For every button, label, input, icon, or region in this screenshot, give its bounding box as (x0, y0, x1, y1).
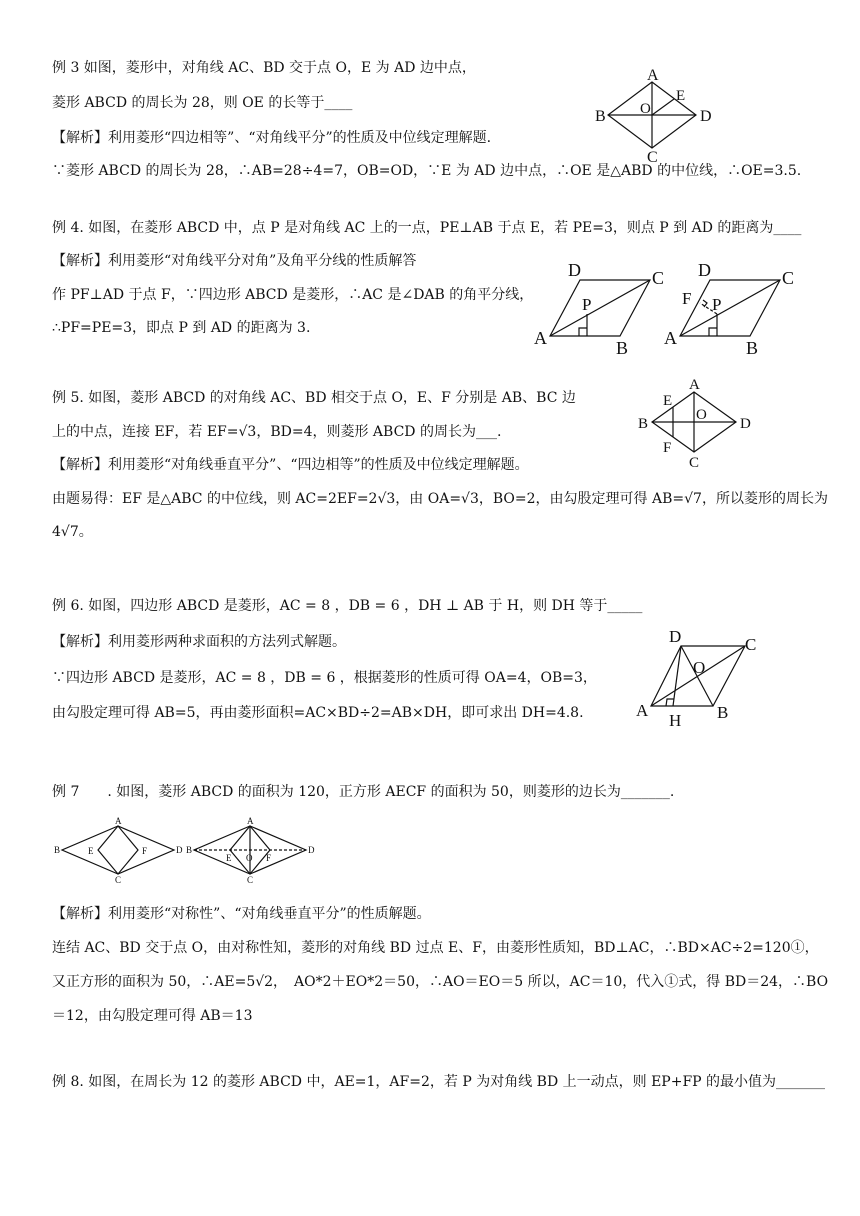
ex6-label-a: A (636, 701, 649, 720)
ex6-label-d: D (669, 627, 682, 646)
ex4-f1-label-c: C (652, 268, 665, 288)
ex3-line-2: 菱形 ABCD 的周长为 28，则 OE 的长等于____ (52, 95, 353, 111)
ex3-label-d: D (700, 108, 712, 125)
ex4-f1-label-d: D (568, 260, 581, 280)
ex4-f1-label-a: A (534, 328, 547, 348)
ex7-f1-label-f: F (142, 846, 148, 856)
ex3-label-b: B (595, 108, 606, 125)
ex5-label-b: B (638, 416, 649, 432)
ex7-f1-label-d: D (176, 845, 183, 855)
ex4-f2-label-c: C (782, 268, 795, 288)
ex3-label-e: E (676, 88, 686, 104)
ex3-solution: ∵菱形 ABCD 的周长为 28，∴AB=28÷4=7，OB=OD，∵E 为 AD 边中点，∴OE 是△ABD 的中位线，∴OE=3.5. (52, 163, 802, 179)
ex6-label-b: B (717, 703, 729, 722)
ex4-analysis: 【解析】利用菱形“对角线平分对角”及角平分线的性质解答 (52, 253, 417, 269)
ex7-analysis: 【解析】利用菱形“对称性”、“对角线垂直平分”的性质解题。 (52, 906, 431, 922)
ex6-line-1: 例 6. 如图，四边形 ABCD 是菱形，AC = 8 ，DB = 6 ，DH ⊥ AB 于 H，则 DH 等于_____ (52, 598, 643, 614)
ex7-f2-label-b: B (186, 845, 193, 855)
ex7-f2-label-d: D (308, 845, 315, 855)
ex7-f1-label-c: C (115, 875, 122, 885)
ex6-rhombus-figure (633, 626, 768, 736)
ex4-f1-label-b: B (616, 338, 629, 358)
ex7-f2-label-e: E (226, 853, 232, 863)
ex3-label-o: O (640, 101, 651, 117)
ex7-f1-label-b: B (54, 845, 61, 855)
ex4-f1-label-p: P (582, 295, 592, 314)
ex7-figure-1 (52, 816, 187, 886)
ex7-line-1: 例 7 . 如图，菱形 ABCD 的面积为 120，正方形 AECF 的面积为 50，则菱形的边长为_______. (52, 784, 675, 800)
ex7-solution-1: 连结 AC、BD 交于点 O，由对称性知，菱形的对角线 BD 过点 E、F，由菱形性质知，BD⊥AC，∴BD×AC÷2=120①， (52, 940, 819, 956)
ex8-line-1: 例 8. 如图，在周长为 12 的菱形 ABCD 中，AE=1，AF=2，若 P 为对角线 BD 上一动点，则 EP+FP 的最小值为_______ (52, 1074, 826, 1090)
ex7-f2-label-f: F (266, 853, 272, 863)
ex6-solution-2: 由勾股定理可得 AB=5，再由菱形面积=AC×BD÷2=AB×DH，即可求出 DH=4.8. (52, 705, 584, 721)
ex5-label-d: D (740, 416, 751, 432)
ex5-line-2: 上的中点，连接 EF，若 EF=√3，BD=4，则菱形 ABCD 的周长为___. (52, 424, 502, 440)
ex7-f2-label-c: C (247, 875, 254, 885)
ex4-solution-1: 作 PF⊥AD 于点 F，∵四边形 ABCD 是菱形，∴AC 是∠DAB 的角平分线， (52, 287, 534, 303)
ex4-line-1: 例 4. 如图，在菱形 ABCD 中，点 P 是对角线 AC 上的一点，PE⊥AB 于点 E，若 PE=3，则点 P 到 AD 的距离为____ (52, 220, 802, 236)
ex4-figure-1 (530, 258, 670, 358)
ex6-solution-1: ∵四边形 ABCD 是菱形，AC = 8 ，DB = 6 ，根据菱形的性质可得 OA=4，OB=3， (52, 670, 597, 686)
ex3-line-1: 例 3 如图，菱形中，对角线 AC、BD 交于点 O，E 为 AD 边中点， (52, 60, 476, 76)
ex3-label-a: A (647, 67, 659, 84)
ex3-rhombus-figure (590, 66, 720, 166)
ex3-analysis: 【解析】利用菱形“四边相等”、“对角线平分”的性质及中位线定理解题. (52, 130, 492, 146)
ex7-f2-label-a: A (247, 816, 254, 826)
ex5-label-f: F (663, 440, 672, 456)
ex7-f1-label-e: E (88, 846, 94, 856)
ex4-f2-label-b: B (746, 338, 759, 358)
ex5-label-e: E (663, 393, 673, 409)
ex5-solution-2: 4√7。 (52, 524, 93, 540)
ex7-f1-label-a: A (115, 816, 122, 826)
ex5-label-c: C (689, 455, 700, 471)
ex4-f2-label-f: F (682, 289, 692, 308)
ex6-label-h: H (669, 711, 682, 730)
ex4-f2-label-d: D (698, 260, 711, 280)
ex5-analysis: 【解析】利用菱形“对角线垂直平分”、“四边相等”的性质及中位线定理解题。 (52, 457, 529, 473)
ex5-label-o: O (696, 407, 707, 423)
ex7-f2-label-o: O (246, 853, 253, 863)
ex5-line-1: 例 5. 如图，菱形 ABCD 的对角线 AC、BD 相交于点 O，E、F 分别是 AB、BC 边 (52, 390, 576, 406)
ex3-label-c: C (647, 149, 658, 166)
ex4-f2-label-p: P (712, 295, 722, 314)
ex4-figure-2 (660, 258, 805, 358)
ex6-analysis: 【解析】利用菱形两种求面积的方法列式解题。 (52, 634, 346, 650)
ex4-solution-2: ∴PF=PE=3，即点 P 到 AD 的距离为 3. (52, 320, 311, 336)
ex6-label-c: C (745, 635, 757, 654)
ex6-label-o: O (693, 658, 706, 677)
ex5-rhombus-figure (632, 374, 757, 474)
ex5-label-a: A (689, 377, 700, 393)
ex4-f2-label-a: A (664, 328, 677, 348)
ex7-figure-2 (188, 816, 323, 886)
ex7-solution-3: ＝12，由勾股定理可得 AB＝13 (52, 1008, 253, 1024)
ex7-solution-2: 又正方形的面积为 50，∴AE=5√2， AO*2＋EO*2＝50，∴AO＝EO＝5 所以，AC＝10，代入①式，得 BD＝24，∴BO (52, 974, 829, 990)
ex5-solution-1: 由题易得：EF 是△ABC 的中位线，则 AC=2EF=2√3，由 OA=√3，BO=2，由勾股定理可得 AB=√7，所以菱形的周长为 (52, 491, 828, 507)
